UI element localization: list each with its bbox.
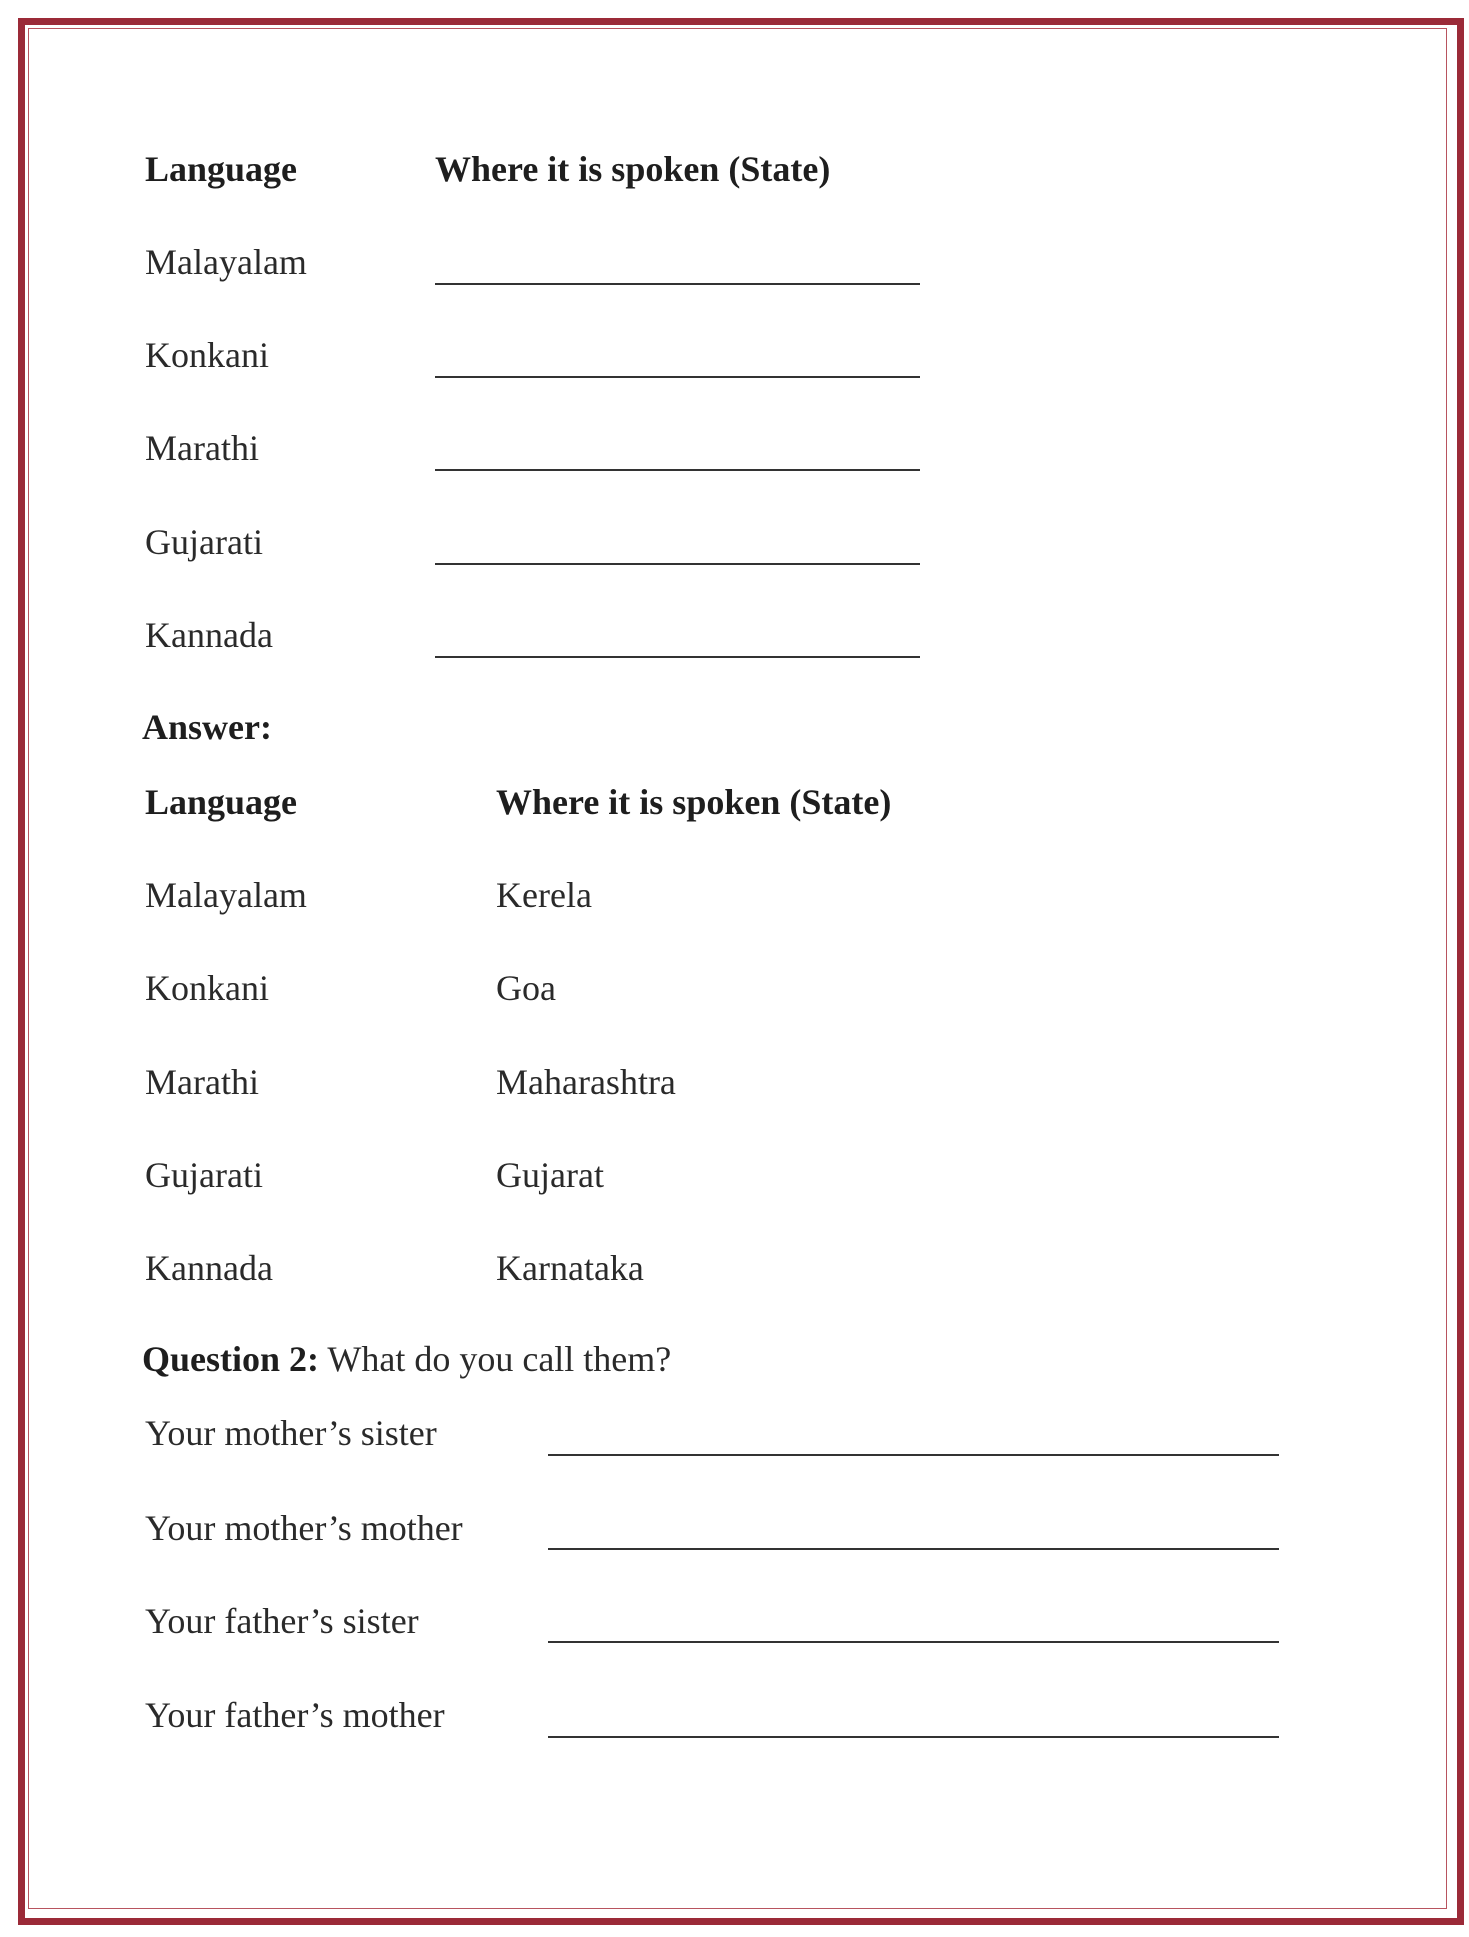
answer-language: Kannada: [145, 1248, 273, 1288]
question-2-text: What do you call them?: [327, 1339, 672, 1379]
question-2-label: Question 2:: [142, 1339, 320, 1379]
answer-blank-line[interactable]: [548, 1641, 1279, 1643]
answer-blank-line[interactable]: [548, 1548, 1279, 1550]
q1-language: Marathi: [145, 428, 259, 468]
q2-item: Your father’s sister: [145, 1601, 419, 1641]
q1-language: Kannada: [145, 615, 273, 655]
question-2: [142, 1339, 671, 1379]
answer-blank-line[interactable]: [435, 656, 920, 658]
answer-state: Gujarat: [496, 1155, 604, 1195]
answer-language: Marathi: [145, 1062, 259, 1102]
q2-item: Your mother’s sister: [145, 1413, 437, 1453]
answer-blank-line[interactable]: [435, 469, 920, 471]
answer-blank-line[interactable]: [435, 563, 920, 565]
q2-item: Your father’s mother: [145, 1695, 445, 1735]
answer-blank-line[interactable]: [548, 1736, 1279, 1738]
answer-header-state: Where it is spoken (State): [496, 782, 892, 822]
q2-item: Your mother’s mother: [145, 1508, 463, 1548]
answer-state: Goa: [496, 968, 556, 1008]
answer-state: Maharashtra: [496, 1062, 676, 1102]
answer-language: Gujarati: [145, 1155, 263, 1195]
answer-blank-line[interactable]: [435, 283, 920, 285]
answer-state: Kerela: [496, 875, 592, 915]
q1-language: Gujarati: [145, 522, 263, 562]
answer-header-language: Language: [145, 782, 298, 822]
answer-language: Konkani: [145, 968, 269, 1008]
answer-label: Answer:: [142, 707, 272, 747]
q1-language: Malayalam: [145, 242, 307, 282]
answer-state: Karnataka: [496, 1248, 644, 1288]
answer-blank-line[interactable]: [548, 1454, 1279, 1456]
q1-header-state: Where it is spoken (State): [435, 149, 831, 189]
answer-blank-line[interactable]: [435, 376, 920, 378]
q1-language: Konkani: [145, 335, 269, 375]
q1-header-language: Language: [145, 149, 298, 189]
answer-language: Malayalam: [145, 875, 307, 915]
